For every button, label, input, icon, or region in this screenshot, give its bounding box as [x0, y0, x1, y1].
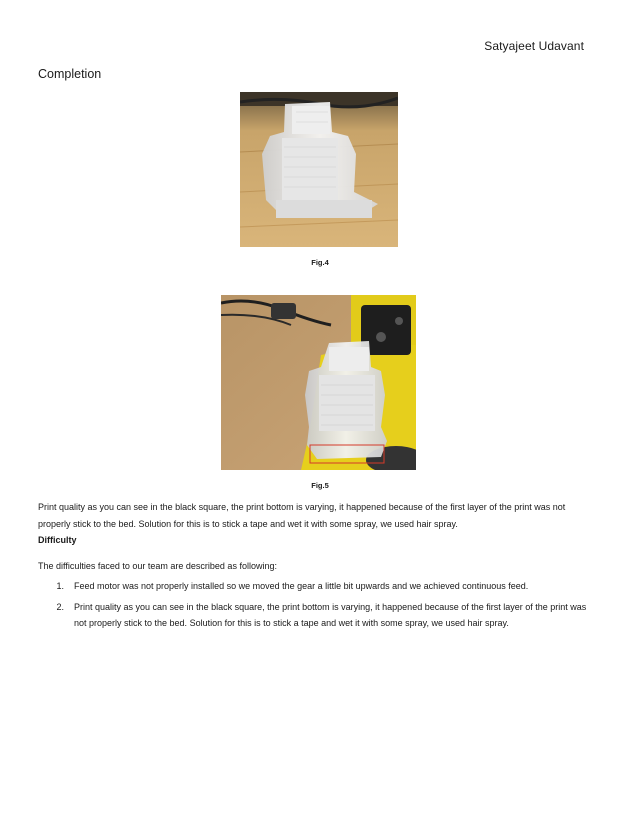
- robot-print-photo-fig4: [240, 92, 398, 247]
- robot-print-photo-fig5: [221, 295, 416, 470]
- figure-caption-5: Fig.5: [311, 481, 329, 490]
- figure-caption-4: Fig.4: [311, 258, 329, 267]
- difficulty-list: [38, 578, 594, 636]
- paragraph-print-quality: Print quality as you can see in the black square, the print bottom is varying, it happened because of the first layer of the print was not properly stick to the bed. Solution for this is to stick a tape and wet it with some spray, we used hair spray.: [38, 502, 566, 529]
- list-item: [38, 578, 594, 594]
- list-text: Feed motor was not properly installed so we moved the gear a little bit upwards and we achieved continuous feed.: [74, 581, 529, 591]
- list-item: [38, 599, 594, 631]
- list-text: Print quality as you can see in the black square, the print bottom is varying, it happened because of the first layer of the print was not properly stick to the bed. Solution for this is to stick a tape and wet it with some spray, we used hair spray.: [74, 602, 587, 628]
- difficulty-heading: Difficulty: [38, 535, 77, 545]
- paragraph-difficulties-intro: The difficulties faced to our team are described as following:: [38, 561, 277, 571]
- list-number: 2.: [56, 602, 64, 612]
- author-name: Satyajeet Udavant: [484, 39, 584, 53]
- list-number: 1.: [56, 581, 64, 591]
- section-title: Completion: [38, 67, 102, 81]
